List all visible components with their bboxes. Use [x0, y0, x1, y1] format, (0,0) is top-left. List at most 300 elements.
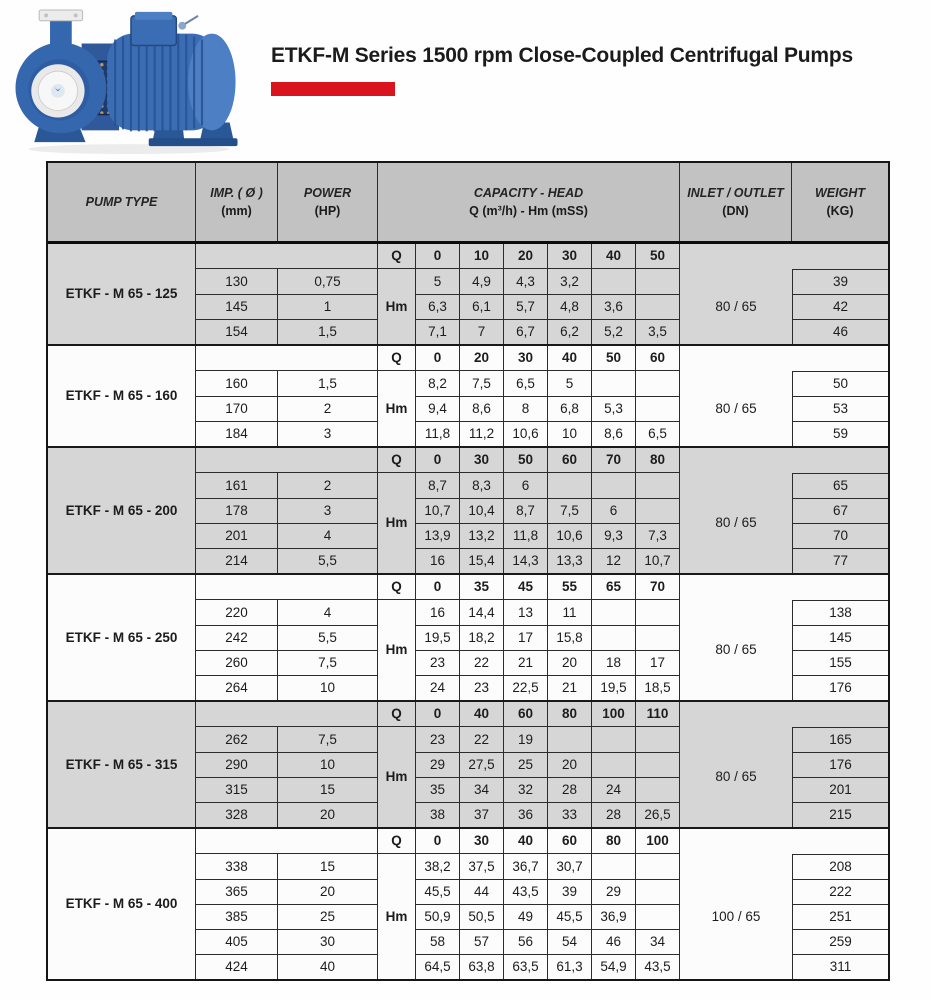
q-row-label: Q	[378, 244, 416, 269]
q-flow-header-cell: 110	[636, 702, 680, 727]
col-header-power	[278, 163, 378, 241]
weight-cell: 50	[792, 371, 888, 396]
hm-value-cell	[548, 473, 592, 498]
weight-cell: 215	[792, 802, 888, 827]
hm-value-cell: 11	[548, 600, 592, 625]
q-row-label: Q	[378, 829, 416, 854]
hm-label-cell: Hm	[378, 371, 416, 446]
power-hp-cell: 15	[278, 777, 378, 802]
pump-group	[48, 344, 888, 446]
hm-value-cell: 49	[504, 904, 548, 929]
col-header-unit: (HP)	[314, 203, 341, 218]
power-hp-cell: 25	[278, 904, 378, 929]
hm-value-cell: 6	[592, 498, 636, 523]
hm-value-cell: 34	[636, 929, 680, 954]
hm-value-cell: 64,5	[416, 954, 460, 979]
impeller-diameter-cell: 130	[196, 269, 278, 294]
cable	[185, 16, 198, 24]
hm-label-cell: Hm	[378, 269, 416, 344]
hm-value-cell: 10,6	[548, 523, 592, 548]
inlet-outlet-cell: 100 / 65	[711, 908, 761, 924]
hm-value-cell: 15,8	[548, 625, 592, 650]
empty-imp-power-cell	[196, 346, 378, 371]
pump-type-cell: ETKF - M 65 - 400	[48, 829, 196, 979]
hm-value-cell	[592, 371, 636, 396]
hm-value-cell: 6,1	[460, 294, 504, 319]
hm-value-cell: 16	[416, 600, 460, 625]
hm-value-cell: 7,1	[416, 319, 460, 344]
hm-value-cell: 34	[460, 777, 504, 802]
hm-value-cell	[636, 371, 680, 396]
q-flow-header-cell: 40	[460, 702, 504, 727]
hm-value-cell: 10	[548, 421, 592, 446]
hm-value-cell: 8,7	[416, 473, 460, 498]
power-hp-cell: 1,5	[278, 319, 378, 344]
hm-value-cell: 19,5	[416, 625, 460, 650]
hm-value-cell: 54,9	[592, 954, 636, 979]
hm-value-cell: 3,2	[548, 269, 592, 294]
hm-value-cell: 12	[592, 548, 636, 573]
q-flow-header-cell: 60	[548, 448, 592, 473]
col-header-label: POWER	[303, 186, 352, 200]
hm-value-cell	[636, 904, 680, 929]
q-flow-header-cell: 50	[504, 448, 548, 473]
col-header-unit: (DN)	[722, 203, 749, 218]
weight-cell: 65	[792, 473, 888, 498]
weight-cell: 176	[792, 752, 888, 777]
weight-cell: 77	[792, 548, 888, 573]
impeller-diameter-cell: 385	[196, 904, 278, 929]
q-row-tail-cell	[680, 448, 888, 473]
q-row-label: Q	[378, 702, 416, 727]
q-row-tail-cell	[680, 244, 888, 269]
hm-value-cell: 6,5	[504, 371, 548, 396]
hm-value-cell: 61,3	[548, 954, 592, 979]
page-title: ETKF-M Series 1500 rpm Close-Coupled Centrifugal Pumps	[271, 44, 853, 67]
hm-value-cell: 45,5	[416, 879, 460, 904]
hm-value-cell: 56	[504, 929, 548, 954]
col-header-impeller	[196, 163, 278, 241]
hm-value-cell	[636, 473, 680, 498]
hm-value-cell: 18	[592, 650, 636, 675]
q-flow-header-cell: 30	[460, 829, 504, 854]
hm-value-cell: 45,5	[548, 904, 592, 929]
empty-imp-power-cell	[196, 829, 378, 854]
hm-value-cell: 19,5	[592, 675, 636, 700]
q-row-label: Q	[378, 575, 416, 600]
hm-value-cell: 8	[504, 396, 548, 421]
hm-value-cell: 11,2	[460, 421, 504, 446]
impeller-diameter-cell: 214	[196, 548, 278, 573]
power-hp-cell: 30	[278, 929, 378, 954]
hm-value-cell	[592, 600, 636, 625]
power-hp-cell: 3	[278, 498, 378, 523]
col-header-capacity-head	[378, 163, 680, 241]
power-hp-cell: 1	[278, 294, 378, 319]
weight-cell: 208	[792, 854, 888, 879]
pump-type-cell: ETKF - M 65 - 250	[48, 575, 196, 700]
hm-value-cell: 6,5	[636, 421, 680, 446]
hm-value-cell: 24	[416, 675, 460, 700]
hm-value-cell: 9,3	[592, 523, 636, 548]
hm-value-cell	[636, 727, 680, 752]
impeller-diameter-cell: 161	[196, 473, 278, 498]
power-hp-cell: 3	[278, 421, 378, 446]
impeller-diameter-cell: 262	[196, 727, 278, 752]
hm-value-cell: 54	[548, 929, 592, 954]
q-flow-header-cell: 40	[504, 829, 548, 854]
weight-cell: 201	[792, 777, 888, 802]
q-flow-header-cell: 0	[416, 244, 460, 269]
hm-value-cell: 6,7	[504, 319, 548, 344]
impeller-diameter-cell: 220	[196, 600, 278, 625]
q-flow-header-cell: 30	[548, 244, 592, 269]
q-flow-header-cell: 55	[548, 575, 592, 600]
power-hp-cell: 2	[278, 473, 378, 498]
hm-value-cell: 14,4	[460, 600, 504, 625]
hm-value-cell: 8,7	[504, 498, 548, 523]
q-flow-header-cell: 50	[592, 346, 636, 371]
q-flow-header-cell: 45	[504, 575, 548, 600]
col-header-inlet-outlet	[680, 163, 792, 241]
pump-spec-table	[46, 161, 890, 981]
hm-value-cell: 30,7	[548, 854, 592, 879]
col-header-label: WEIGHT	[815, 186, 865, 200]
hm-value-cell: 10,7	[416, 498, 460, 523]
hm-value-cell: 6,2	[548, 319, 592, 344]
hm-value-cell: 16	[416, 548, 460, 573]
q-flow-header-cell: 60	[548, 829, 592, 854]
hm-value-cell: 37	[460, 802, 504, 827]
hm-value-cell: 26,5	[636, 802, 680, 827]
q-row-tail-cell	[680, 829, 888, 854]
impeller-diameter-cell: 365	[196, 879, 278, 904]
impeller-diameter-cell: 338	[196, 854, 278, 879]
hm-value-cell: 4,8	[548, 294, 592, 319]
hm-value-cell: 21	[504, 650, 548, 675]
pump-group	[48, 827, 888, 979]
hm-value-cell: 18,5	[636, 675, 680, 700]
inlet-outlet-cell: 80 / 65	[715, 642, 757, 658]
hm-value-cell: 17	[504, 625, 548, 650]
power-hp-cell: 10	[278, 675, 378, 700]
col-header-label: CAPACITY - HEAD	[473, 186, 584, 200]
hm-value-cell: 8,3	[460, 473, 504, 498]
weight-cell: 53	[792, 396, 888, 421]
impeller-diameter-cell: 328	[196, 802, 278, 827]
hm-value-cell: 36,7	[504, 854, 548, 879]
hm-value-cell	[636, 600, 680, 625]
impeller-diameter-cell: 145	[196, 294, 278, 319]
q-row-tail-cell	[680, 346, 888, 371]
power-hp-cell: 20	[278, 802, 378, 827]
hm-value-cell: 44	[460, 879, 504, 904]
hm-value-cell: 43,5	[636, 954, 680, 979]
pump-type-cell: ETKF - M 65 - 125	[48, 244, 196, 344]
weight-cell: 67	[792, 498, 888, 523]
col-header-unit: (KG)	[826, 203, 854, 218]
pump-type-cell: ETKF - M 65 - 200	[48, 448, 196, 573]
pump-product-image	[8, 6, 246, 156]
hm-value-cell: 23	[460, 675, 504, 700]
hm-value-cell: 38	[416, 802, 460, 827]
weight-cell: 259	[792, 929, 888, 954]
power-hp-cell: 15	[278, 854, 378, 879]
hm-value-cell: 21	[548, 675, 592, 700]
hm-value-cell: 63,5	[504, 954, 548, 979]
hm-value-cell	[592, 473, 636, 498]
q-flow-header-cell: 35	[460, 575, 504, 600]
terminal-box-lid	[135, 12, 172, 20]
weight-cell: 222	[792, 879, 888, 904]
hm-value-cell	[636, 854, 680, 879]
weight-cell: 46	[792, 319, 888, 344]
hm-value-cell: 5	[548, 371, 592, 396]
weight-cell: 145	[792, 625, 888, 650]
impeller-diameter-cell: 315	[196, 777, 278, 802]
pump-group	[48, 700, 888, 827]
power-hp-cell: 20	[278, 879, 378, 904]
hm-value-cell: 10,4	[460, 498, 504, 523]
hm-value-cell: 7,5	[460, 371, 504, 396]
hm-label-cell: Hm	[378, 473, 416, 573]
pump-type-cell: ETKF - M 65 - 160	[48, 346, 196, 446]
hm-value-cell	[636, 777, 680, 802]
col-header-label: IMP. ( Ø )	[210, 186, 263, 200]
impeller-diameter-cell: 160	[196, 371, 278, 396]
hm-label-cell: Hm	[378, 854, 416, 979]
hm-value-cell: 24	[592, 777, 636, 802]
hm-value-cell: 5	[416, 269, 460, 294]
power-hp-cell: 7,5	[278, 650, 378, 675]
pump-group	[48, 446, 888, 573]
col-header-label: INLET / OUTLET	[687, 186, 784, 200]
weight-cell: 42	[792, 294, 888, 319]
hm-value-cell: 8,6	[592, 421, 636, 446]
q-flow-header-cell: 0	[416, 575, 460, 600]
q-flow-header-cell: 0	[416, 448, 460, 473]
hm-value-cell	[592, 727, 636, 752]
hm-value-cell: 7,5	[548, 498, 592, 523]
weight-cell: 70	[792, 523, 888, 548]
hm-value-cell: 23	[416, 727, 460, 752]
hm-value-cell: 5,3	[592, 396, 636, 421]
hm-value-cell: 14,3	[504, 548, 548, 573]
q-flow-header-cell: 80	[636, 448, 680, 473]
weight-cell: 176	[792, 675, 888, 700]
hm-value-cell: 57	[460, 929, 504, 954]
q-flow-header-cell: 80	[592, 829, 636, 854]
q-flow-header-cell: 70	[636, 575, 680, 600]
hm-value-cell: 22	[460, 650, 504, 675]
hm-value-cell: 6,8	[548, 396, 592, 421]
pump-group	[48, 573, 888, 700]
hm-value-cell	[592, 854, 636, 879]
hm-value-cell	[636, 752, 680, 777]
q-flow-header-cell: 60	[504, 702, 548, 727]
q-flow-header-cell: 100	[592, 702, 636, 727]
impeller-diameter-cell: 201	[196, 523, 278, 548]
impeller-diameter-cell: 178	[196, 498, 278, 523]
hm-value-cell: 7	[460, 319, 504, 344]
q-flow-header-cell: 40	[548, 346, 592, 371]
title-block	[271, 44, 853, 96]
hm-value-cell: 3,5	[636, 319, 680, 344]
hm-value-cell: 50,5	[460, 904, 504, 929]
weight-cell: 311	[792, 954, 888, 979]
q-flow-header-cell: 10	[460, 244, 504, 269]
q-flow-header-cell: 50	[636, 244, 680, 269]
q-flow-header-cell: 0	[416, 346, 460, 371]
hm-value-cell: 63,8	[460, 954, 504, 979]
hm-value-cell: 46	[592, 929, 636, 954]
hm-value-cell: 5,2	[592, 319, 636, 344]
q-row-tail-cell	[680, 702, 888, 727]
col-header-unit: Q (m³/h) - Hm (mSS)	[469, 203, 588, 218]
power-hp-cell: 10	[278, 752, 378, 777]
q-flow-header-cell: 20	[504, 244, 548, 269]
empty-imp-power-cell	[196, 244, 378, 269]
hm-value-cell: 5,7	[504, 294, 548, 319]
hm-value-cell: 6	[504, 473, 548, 498]
hm-value-cell	[548, 727, 592, 752]
hm-value-cell: 25	[504, 752, 548, 777]
red-accent-bar	[271, 82, 395, 96]
hm-value-cell: 39	[548, 879, 592, 904]
inlet-outlet-cell: 80 / 65	[715, 400, 757, 416]
weight-cell: 155	[792, 650, 888, 675]
hm-value-cell: 38,2	[416, 854, 460, 879]
hm-value-cell: 27,5	[460, 752, 504, 777]
empty-imp-power-cell	[196, 575, 378, 600]
hm-value-cell: 37,5	[460, 854, 504, 879]
hm-value-cell: 7,3	[636, 523, 680, 548]
power-hp-cell: 4	[278, 600, 378, 625]
hm-value-cell: 29	[416, 752, 460, 777]
hm-value-cell	[636, 879, 680, 904]
impeller-diameter-cell: 424	[196, 954, 278, 979]
hm-value-cell: 13,9	[416, 523, 460, 548]
weight-cell: 39	[792, 269, 888, 294]
power-hp-cell: 0,75	[278, 269, 378, 294]
impeller-diameter-cell: 242	[196, 625, 278, 650]
hm-value-cell	[592, 269, 636, 294]
impeller-diameter-cell: 154	[196, 319, 278, 344]
pump-group	[48, 244, 888, 344]
weight-cell: 165	[792, 727, 888, 752]
q-flow-header-cell: 0	[416, 702, 460, 727]
impeller-diameter-cell: 170	[196, 396, 278, 421]
hm-value-cell: 58	[416, 929, 460, 954]
hm-value-cell: 13,3	[548, 548, 592, 573]
hm-value-cell: 28	[592, 802, 636, 827]
power-hp-cell: 5,5	[278, 548, 378, 573]
hm-value-cell: 35	[416, 777, 460, 802]
weight-cell: 251	[792, 904, 888, 929]
impeller-diameter-cell: 264	[196, 675, 278, 700]
weight-cell: 138	[792, 600, 888, 625]
hm-value-cell	[636, 269, 680, 294]
table-body	[48, 244, 888, 979]
hm-value-cell: 17	[636, 650, 680, 675]
q-row-tail-cell	[680, 575, 888, 600]
inlet-outlet-cell: 80 / 65	[715, 769, 757, 785]
pump-type-cell: ETKF - M 65 - 315	[48, 702, 196, 827]
hm-value-cell: 10,6	[504, 421, 548, 446]
q-flow-header-cell: 40	[592, 244, 636, 269]
q-flow-header-cell: 30	[460, 448, 504, 473]
hm-value-cell: 33	[548, 802, 592, 827]
hm-value-cell: 8,6	[460, 396, 504, 421]
hm-value-cell: 19	[504, 727, 548, 752]
motor-body	[107, 12, 235, 131]
hm-value-cell: 8,2	[416, 371, 460, 396]
hm-value-cell: 32	[504, 777, 548, 802]
hm-label-cell: Hm	[378, 600, 416, 700]
hm-value-cell: 22,5	[504, 675, 548, 700]
inlet-outlet-cell: 80 / 65	[715, 515, 757, 531]
pump-illustration	[8, 6, 246, 156]
empty-imp-power-cell	[196, 448, 378, 473]
q-flow-header-cell: 100	[636, 829, 680, 854]
hm-value-cell: 13,2	[460, 523, 504, 548]
hm-value-cell	[636, 396, 680, 421]
power-hp-cell: 2	[278, 396, 378, 421]
power-hp-cell: 40	[278, 954, 378, 979]
impeller-diameter-cell: 290	[196, 752, 278, 777]
hm-value-cell: 20	[548, 752, 592, 777]
inlet-outlet-cell: 80 / 65	[715, 298, 757, 314]
hm-value-cell: 9,4	[416, 396, 460, 421]
hm-value-cell: 36,9	[592, 904, 636, 929]
q-flow-header-cell: 80	[548, 702, 592, 727]
col-header-label: PUMP TYPE	[85, 194, 158, 209]
hm-value-cell: 10,7	[636, 548, 680, 573]
q-flow-header-cell: 60	[636, 346, 680, 371]
hm-value-cell: 15,4	[460, 548, 504, 573]
hm-value-cell	[636, 498, 680, 523]
hm-value-cell: 36	[504, 802, 548, 827]
q-row-label: Q	[378, 448, 416, 473]
hm-value-cell: 13	[504, 600, 548, 625]
q-flow-header-cell: 30	[504, 346, 548, 371]
hm-value-cell	[592, 752, 636, 777]
impeller-diameter-cell: 260	[196, 650, 278, 675]
hm-value-cell: 22	[460, 727, 504, 752]
hm-value-cell: 4,9	[460, 269, 504, 294]
q-flow-header-cell: 65	[592, 575, 636, 600]
hm-value-cell	[636, 294, 680, 319]
hm-value-cell: 23	[416, 650, 460, 675]
hm-value-cell: 43,5	[504, 879, 548, 904]
power-hp-cell: 1,5	[278, 371, 378, 396]
table-header-row	[48, 163, 888, 244]
hm-value-cell: 29	[592, 879, 636, 904]
hm-value-cell: 50,9	[416, 904, 460, 929]
power-hp-cell: 4	[278, 523, 378, 548]
weight-cell: 59	[792, 421, 888, 446]
hm-label-cell: Hm	[378, 727, 416, 827]
motor-terminal-box	[131, 16, 176, 46]
hm-value-cell: 11,8	[504, 523, 548, 548]
col-header-unit: (mm)	[221, 203, 252, 218]
hm-value-cell: 3,6	[592, 294, 636, 319]
hm-value-cell: 20	[548, 650, 592, 675]
q-flow-header-cell: 0	[416, 829, 460, 854]
empty-imp-power-cell	[196, 702, 378, 727]
hm-value-cell: 6,3	[416, 294, 460, 319]
q-row-label: Q	[378, 346, 416, 371]
